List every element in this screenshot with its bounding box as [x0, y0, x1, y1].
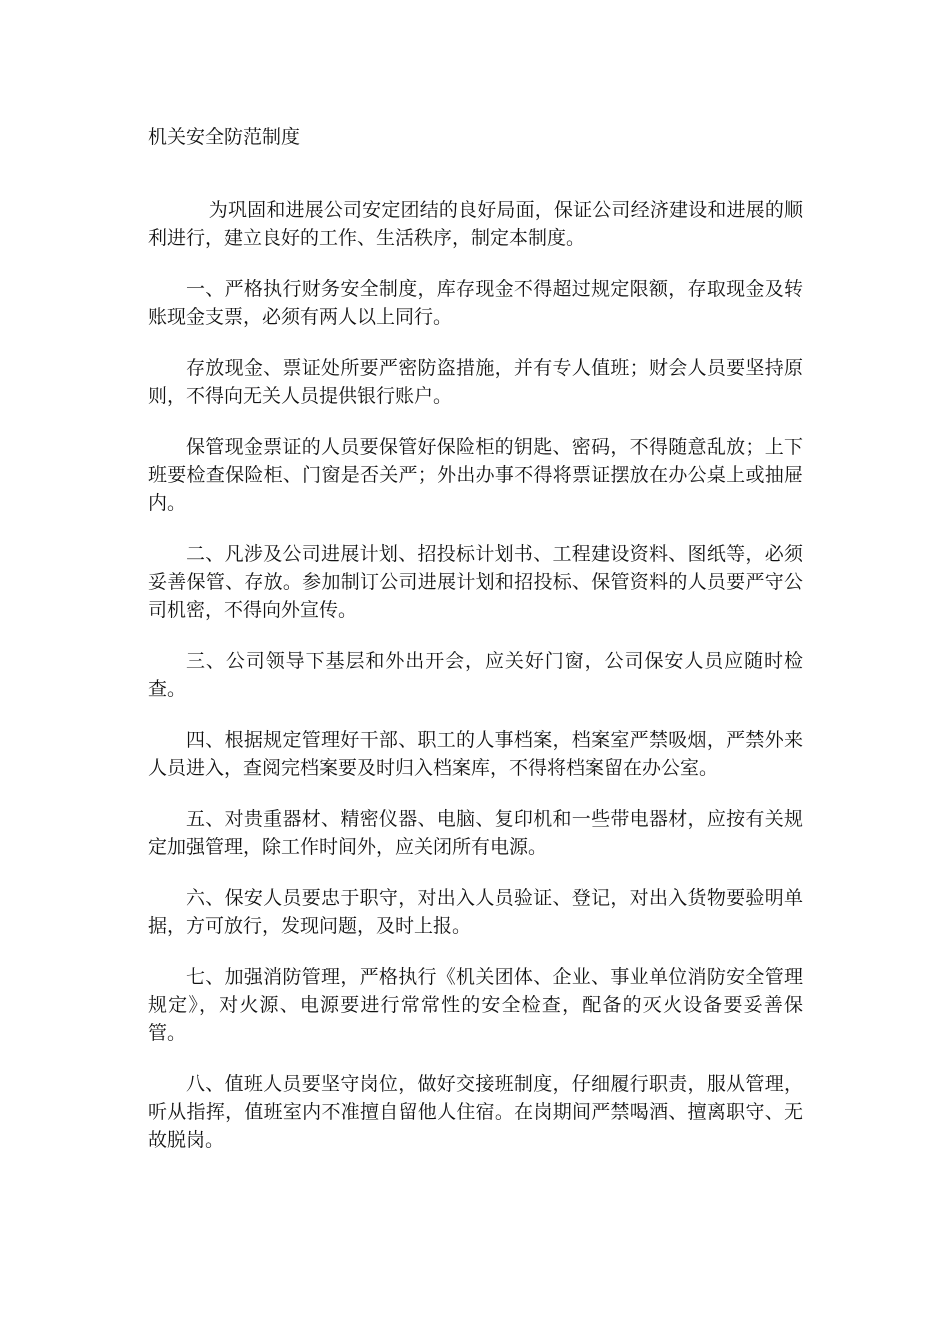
- paragraph-3: 三、公司领导下基层和外出开会，应关好门窗，公司保安人员应随时检查。: [148, 650, 803, 700]
- paragraph-2: 二、凡涉及公司进展计划、招投标计划书、工程建设资料、图纸等，必须妥善保管、存放。参加制订公司进展计划和招投标、保管资料的人员要严守公司机密，不得向外宣传。: [148, 543, 803, 621]
- paragraph-6: 六、保安人员要忠于职守，对出入人员验证、登记，对出入货物要验明单据，方可放行，发现问题，及时上报。: [148, 887, 803, 937]
- paragraph-1-cash-storage: 存放现金、票证处所要严密防盗措施，并有专人值班；财会人员要坚持原则，不得向无关人员提供银行账户。: [148, 357, 803, 407]
- paragraph-intro: 为巩固和进展公司安定团结的良好局面，保证公司经济建设和进展的顺利进行，建立良好的工作、生活秩序，制定本制度。: [148, 199, 803, 249]
- paragraph-7: 七、加强消防管理，严格执行《机关团体、企业、事业单位消防安全管理规定》，对火源、电源要进行常常性的安全检查，配备的灭火设备要妥善保管。: [148, 966, 803, 1044]
- paragraph-1-safe-keeping: 保管现金票证的人员要保管好保险柜的钥匙、密码，不得随意乱放；上下班要检查保险柜、门窗是否关严；外出办事不得将票证摆放在办公桌上或抽屉内。: [148, 436, 803, 514]
- document-body: [148, 196, 803, 1177]
- paragraph-8: 八、值班人员要坚守岗位，做好交接班制度，仔细履行职责，服从管理，听从指挥，值班室内不准擅自留他人住宿。在岗期间严禁喝酒、擅离职守、无故脱岗。: [148, 1073, 803, 1151]
- paragraph-4: 四、根据规定管理好干部、职工的人事档案，档案室严禁吸烟，严禁外来人员进入，查阅完档案要及时归入档案库，不得将档案留在办公室。: [148, 729, 803, 779]
- document-title: 机关安全防范制度: [148, 126, 301, 148]
- paragraph-5: 五、对贵重器材、精密仪器、电脑、复印机和一些带电器材，应按有关规定加强管理，除工作时间外，应关闭所有电源。: [148, 808, 803, 858]
- paragraph-1: 一、严格执行财务安全制度，库存现金不得超过规定限额，存取现金及转账现金支票，必须有两人以上同行。: [148, 278, 803, 328]
